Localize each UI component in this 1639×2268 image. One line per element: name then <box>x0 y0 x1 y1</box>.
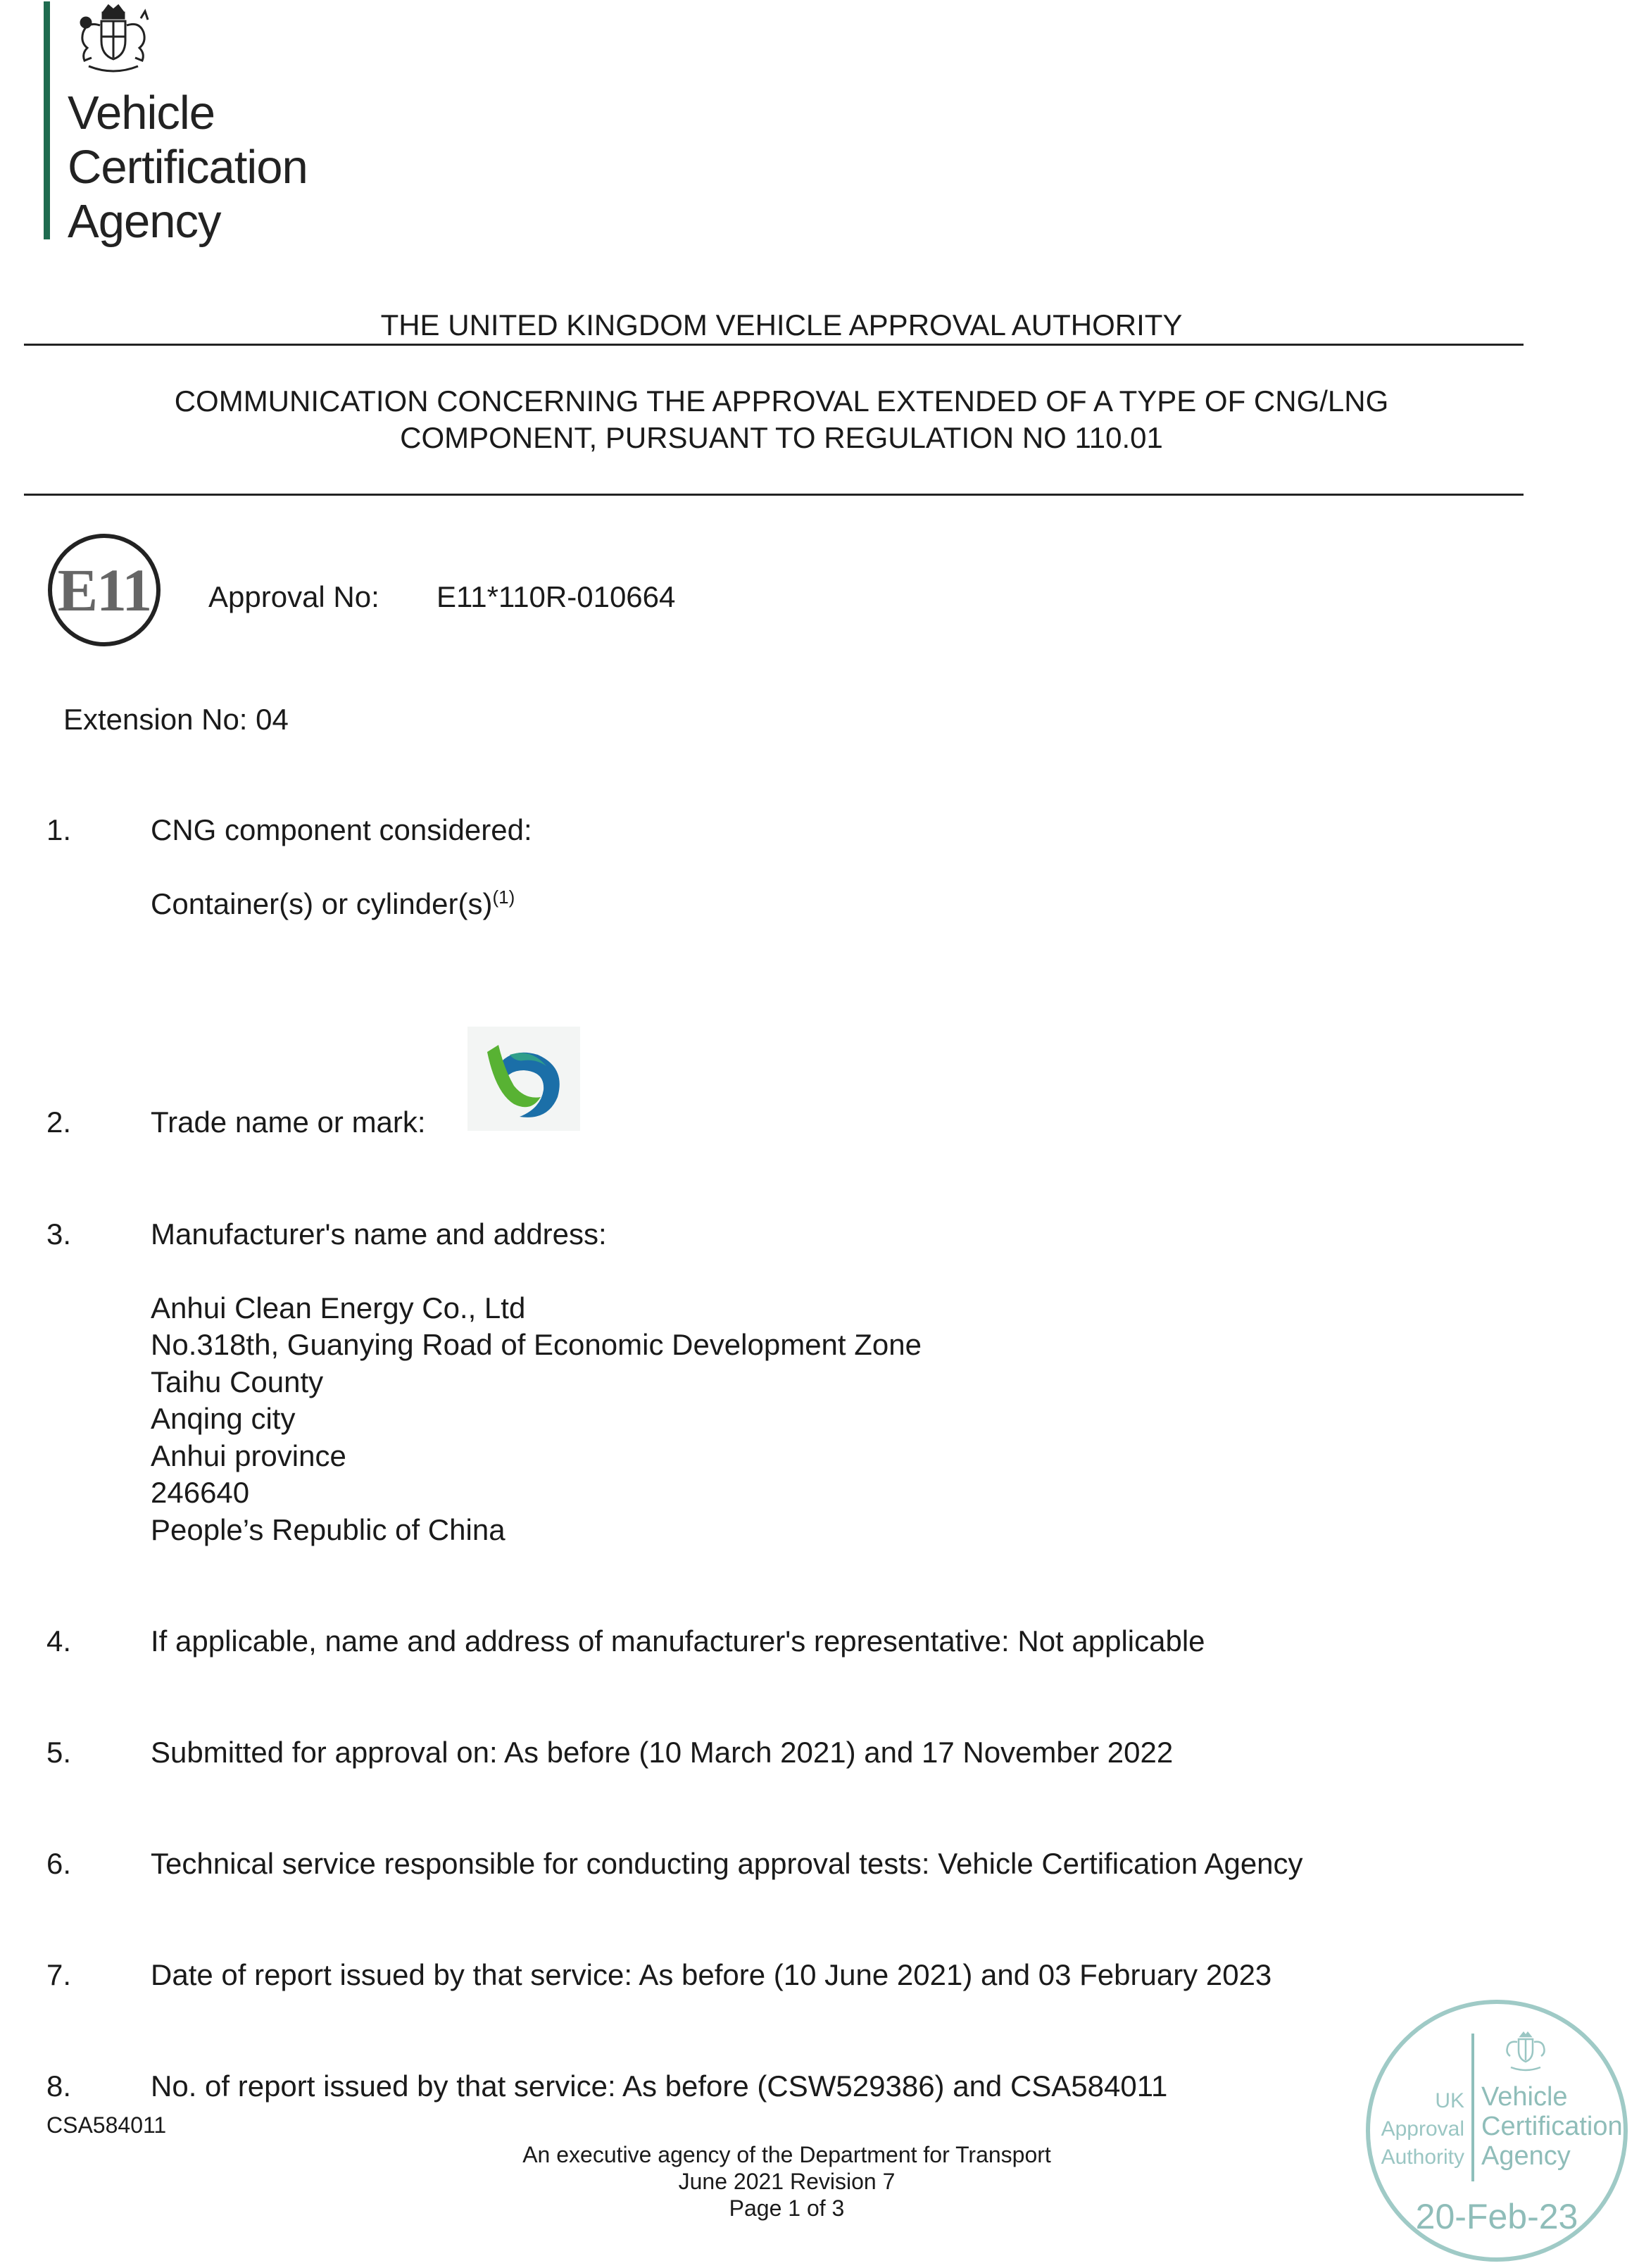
footer-agency-line: An executive agency of the Department for Transport <box>522 2142 1051 2167</box>
logo-word-vehicle: Vehicle <box>68 87 215 139</box>
item-1-footnote-marker: (1) <box>492 886 515 908</box>
item-1-text: CNG component considered: <box>151 813 532 846</box>
authority-title: THE UNITED KINGDOM VEHICLE APPROVAL AUTHORITY <box>380 308 1183 342</box>
address-line-7: People’s Republic of China <box>151 1513 505 1546</box>
approval-stamp <box>1366 2000 1628 2262</box>
divider-top <box>24 344 1524 346</box>
green-blue-swirl-logo-icon <box>467 1027 580 1131</box>
stamp-uk: UK <box>1435 2089 1464 2112</box>
stamp-approval: Approval <box>1381 2117 1464 2141</box>
item-4-text: If applicable, name and address of manufacturer's representative: Not applicable <box>151 1624 1205 1658</box>
communication-title-line-1: COMMUNICATION CONCERNING THE APPROVAL EXTENDED OF A TYPE OF CNG/LNG <box>174 384 1389 418</box>
footer-revision: June 2021 Revision 7 <box>678 2169 896 2194</box>
item-2-text: Trade name or mark: <box>151 1105 426 1139</box>
item-7-text: Date of report issued by that service: As before (10 June 2021) and 03 February 2023 <box>151 1958 1272 1991</box>
address-line-4: Anqing city <box>151 1402 296 1435</box>
item-6-number: 6. <box>46 1847 72 1880</box>
address-line-5: Anhui province <box>151 1439 346 1472</box>
item-1-detail-text: Container(s) or cylinder(s) <box>151 887 493 920</box>
approval-mark-text: E11 <box>57 556 151 624</box>
stamp-vehicle: Vehicle <box>1481 2082 1568 2112</box>
address-line-3: Taihu County <box>151 1365 324 1398</box>
item-3-text: Manufacturer's name and address: <box>151 1217 607 1251</box>
stamp-date: 20-Feb-23 <box>1415 2197 1578 2236</box>
item-2-number: 2. <box>46 1105 72 1139</box>
stamp-certification: Certification <box>1481 2112 1623 2141</box>
item-8-text: No. of report issued by that service: As before (CSW529386) and CSA584011 <box>151 2069 1168 2103</box>
communication-title-line-2: COMPONENT, PURSUANT TO REGULATION NO 110.01 <box>400 421 1163 454</box>
item-5-number: 5. <box>46 1736 72 1769</box>
item-7-number: 7. <box>46 1958 72 1991</box>
item-4-number: 4. <box>46 1624 72 1658</box>
approval-label: Approval No: <box>208 580 379 613</box>
approval-mark-circle <box>48 534 161 646</box>
item-5-text: Submitted for approval on: As before (10 March 2021) and 17 November 2022 <box>151 1736 1174 1769</box>
logo-word-certification: Certification <box>68 141 308 194</box>
stamp-authority: Authority <box>1381 2145 1464 2169</box>
divider-bottom <box>24 494 1524 496</box>
approval-number: E11*110R-010664 <box>437 580 676 613</box>
address-line-6: 246640 <box>151 1476 250 1509</box>
logo-word-agency: Agency <box>68 195 221 248</box>
address-line-1: Anhui Clean Energy Co., Ltd <box>151 1291 526 1324</box>
item-8-number: 8. <box>46 2069 72 2103</box>
item-1-number: 1. <box>46 813 72 846</box>
extension-number: Extension No: 04 <box>63 703 289 736</box>
logo-bar <box>44 1 50 239</box>
agency-logo <box>44 1 368 248</box>
stamp-divider <box>1471 2034 1474 2181</box>
royal-crest-icon <box>68 1 159 77</box>
footer-reference: CSA584011 <box>46 2112 167 2138</box>
stamp-crest-icon <box>1500 2031 1552 2074</box>
footer-page-number: Page 1 of 3 <box>729 2195 845 2221</box>
item-6-text: Technical service responsible for conducting approval tests: Vehicle Certification Agency <box>151 1847 1303 1880</box>
item-1-detail <box>151 886 515 922</box>
stamp-agency: Agency <box>1481 2141 1571 2171</box>
address-line-2: No.318th, Guanying Road of Economic Development Zone <box>151 1328 922 1361</box>
item-3-number: 3. <box>46 1217 72 1251</box>
